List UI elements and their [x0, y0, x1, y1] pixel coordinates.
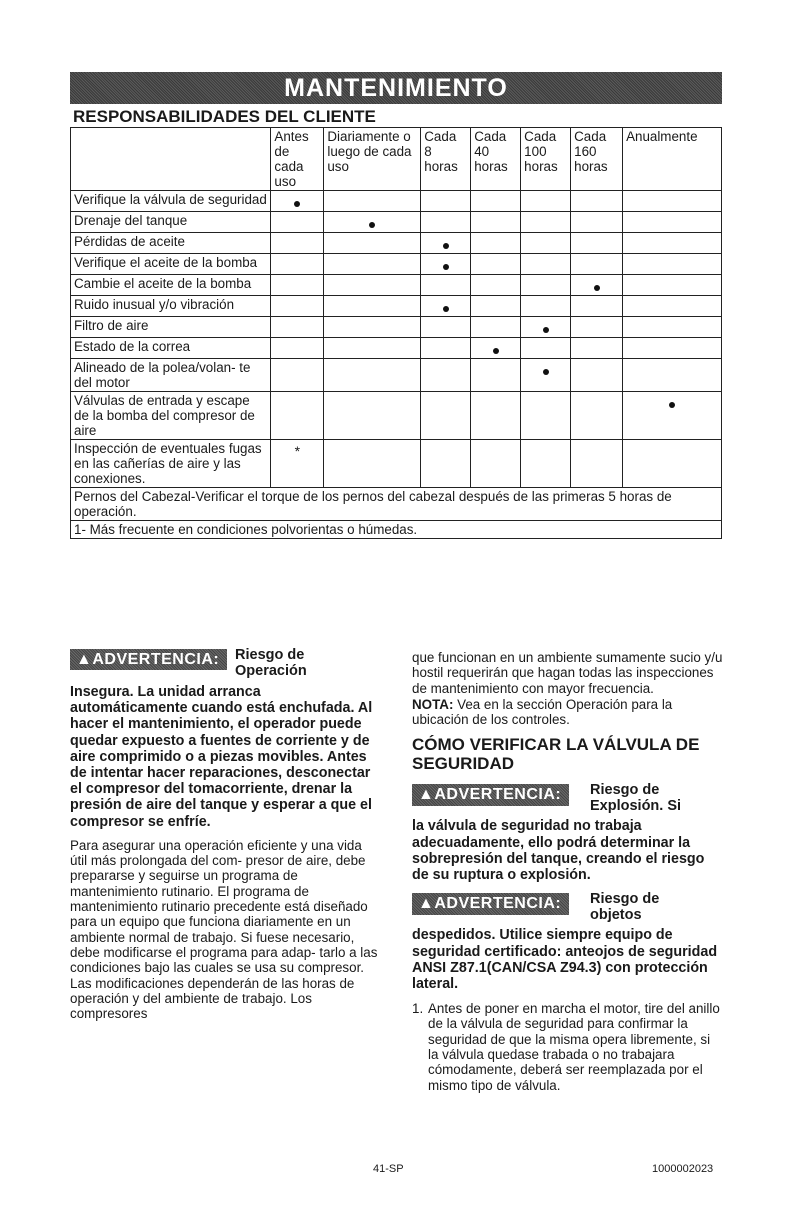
- schedule-cell: [471, 296, 521, 317]
- schedule-cell: [471, 440, 521, 488]
- step-text: Antes de poner en marcha el motor, tire del anillo de la válvula de seguridad para confirmar la seguridad de que la misma opera libremente, si la válvula quedase trabada o no trabajara cómodamente, deberá ser reemplazada por el mismo tipo de válvula.: [428, 1001, 720, 1093]
- schedule-cell: [271, 275, 324, 296]
- schedule-cell: [571, 440, 623, 488]
- schedule-cell: [623, 233, 722, 254]
- table-note-row: [71, 521, 722, 539]
- warning-badge: ▲ADVERTENCIA:: [70, 649, 227, 670]
- task-name: Estado de la correa: [71, 338, 271, 359]
- column-header: Antes de cada uso: [271, 128, 324, 191]
- schedule-cell: [571, 275, 623, 296]
- table-row: [71, 440, 722, 488]
- schedule-cell: [571, 191, 623, 212]
- schedule-cell: [271, 191, 324, 212]
- table-row: [71, 338, 722, 359]
- risk-line-2: objetos: [590, 907, 642, 924]
- task-name: Cambie el aceite de la bomba: [71, 275, 271, 296]
- task-name: Válvulas de entrada y escape de la bomba del compresor de aire: [71, 392, 271, 440]
- table-row: [71, 191, 722, 212]
- task-name: Drenaje del tanque: [71, 212, 271, 233]
- footnote-mark: *: [294, 443, 301, 459]
- schedule-cell: [471, 275, 521, 296]
- schedule-cell: [521, 359, 571, 392]
- page-number: 41-SP: [373, 1163, 404, 1175]
- schedule-cell: [271, 440, 324, 488]
- table-row: [71, 212, 722, 233]
- header-empty-cell: [71, 128, 271, 191]
- table-row: [71, 296, 722, 317]
- schedule-cell: [324, 233, 421, 254]
- schedule-cell: [571, 233, 623, 254]
- column-header: Diariamente o luego de cada uso: [324, 128, 421, 191]
- warning-triangle-icon: ▲: [418, 895, 435, 913]
- warning-triangle-icon: ▲: [76, 651, 93, 668]
- schedule-cell: [471, 254, 521, 275]
- schedule-cell: [471, 191, 521, 212]
- schedule-dot-icon: [669, 402, 675, 408]
- schedule-cell: [421, 212, 471, 233]
- schedule-dot-icon: [594, 285, 600, 291]
- task-name: Inspección de eventuales fugas en las cañerías de aire y las conexiones.: [71, 440, 271, 488]
- banner-title: MANTENIMIENTO: [284, 73, 508, 102]
- table-row: [71, 359, 722, 392]
- schedule-cell: [571, 317, 623, 338]
- schedule-cell: [623, 317, 722, 338]
- schedule-cell: [623, 191, 722, 212]
- schedule-cell: [571, 296, 623, 317]
- schedule-cell: [471, 338, 521, 359]
- warning-text: Insegura. La unidad arranca automáticamente cuando está enchufada. Al hacer el mantenimiento, el operador puede quedar expuesto a fuentes de corriente y de aire comprimido o a piezas movibles. Antes de intentar hacer reparaciones, desconectar el compresor del tomacorriente, drenar la presión de aire del tanque y esperar a que el compresor se enfríe.: [70, 684, 373, 830]
- schedule-cell: [271, 317, 324, 338]
- schedule-cell: [471, 212, 521, 233]
- schedule-cell: [324, 338, 421, 359]
- safety-valve-heading: CÓMO VERIFICAR LA VÁLVULA DE SEGURIDAD: [412, 735, 700, 774]
- table-row: [71, 275, 722, 296]
- task-name: Alineado de la polea/volan- te del motor: [71, 359, 271, 392]
- schedule-cell: [271, 359, 324, 392]
- schedule-cell: [421, 233, 471, 254]
- schedule-dot-icon: [294, 201, 300, 207]
- schedule-cell: [421, 254, 471, 275]
- note-paragraph: [412, 697, 724, 728]
- task-name: Ruido inusual y/o vibración: [71, 296, 271, 317]
- schedule-cell: [271, 338, 324, 359]
- column-header: Cada 160 horas: [571, 128, 623, 191]
- maintenance-table: [70, 127, 722, 539]
- step-number: 1.: [412, 1001, 424, 1017]
- table-note-row: [71, 488, 722, 521]
- warning-triangle-icon: ▲: [418, 786, 435, 804]
- note-label: NOTA:: [412, 696, 454, 712]
- schedule-cell: [521, 317, 571, 338]
- left-column: [70, 647, 382, 1021]
- section-banner: [70, 72, 722, 104]
- warning-text: la válvula de seguridad no trabaja adecuadamente, ello podrá determinar la sobrepresión del tanque, creando el riesgo de su ruptura o explosión.: [412, 818, 705, 884]
- schedule-cell: [521, 254, 571, 275]
- schedule-cell: [623, 212, 722, 233]
- schedule-dot-icon: [543, 327, 549, 333]
- schedule-cell: [623, 359, 722, 392]
- column-header: Cada 100 horas: [521, 128, 571, 191]
- schedule-cell: [421, 338, 471, 359]
- schedule-cell: [521, 275, 571, 296]
- schedule-cell: [623, 275, 722, 296]
- table-row: [71, 317, 722, 338]
- right-column: [412, 650, 724, 1093]
- schedule-cell: [271, 212, 324, 233]
- schedule-cell: [421, 317, 471, 338]
- schedule-cell: [623, 296, 722, 317]
- schedule-cell: [623, 254, 722, 275]
- warning-text: despedidos. Utilice siempre equipo de seguridad certificado: anteojos de seguridad ANSI Z87.1(CAN/CSA Z94.3) con protección lateral.: [412, 927, 718, 992]
- column-header: Anualmente: [623, 128, 722, 191]
- schedule-cell: [521, 440, 571, 488]
- risk-line-1: Riesgo de: [590, 891, 660, 908]
- schedule-cell: [324, 317, 421, 338]
- section-title: RESPONSABILIDADES DEL CLIENTE: [73, 107, 376, 126]
- task-name: Verifique la válvula de seguridad: [71, 191, 271, 212]
- table-note: Pernos del Cabezal-Verificar el torque de los pernos del cabezal después de las primeras 5 horas de operación.: [71, 488, 722, 521]
- schedule-cell: [471, 359, 521, 392]
- schedule-cell: [521, 296, 571, 317]
- schedule-dot-icon: [443, 306, 449, 312]
- schedule-cell: [271, 254, 324, 275]
- schedule-dot-icon: [443, 264, 449, 270]
- schedule-cell: [571, 359, 623, 392]
- note-text: Vea en la sección Operación para la ubicación de los controles.: [412, 696, 673, 728]
- table-note: 1- Más frecuente en condiciones polvorientas o húmedas.: [71, 521, 722, 539]
- task-name: Verifique el aceite de la bomba: [71, 254, 271, 275]
- table-header-row: [71, 128, 722, 191]
- schedule-cell: [324, 296, 421, 317]
- body-paragraph: Para asegurar una operación eficiente y una vida útil más prolongada del com- presor de aire, debe prepararse y seguirse un programa de mantenimiento rutinario. El programa de mantenimiento rutinario precedente está diseñado para un equipo que funciona diariamente en un ambiente normal de trabajo. Si fuese necesario, debe modificarse el programa para adap- tarlo a las condiciones bajo las cuales se usa su compresor. Las modificaciones dependerán de las horas de operación y del ambiente de trabajo. Los compresores: [70, 837, 378, 1022]
- schedule-cell: [571, 338, 623, 359]
- schedule-cell: [324, 359, 421, 392]
- schedule-dot-icon: [493, 348, 499, 354]
- schedule-cell: [271, 392, 324, 440]
- schedule-cell: [471, 392, 521, 440]
- step-1: [412, 1001, 724, 1093]
- task-name: Pérdidas de aceite: [71, 233, 271, 254]
- table-row: [71, 392, 722, 440]
- schedule-cell: [521, 392, 571, 440]
- schedule-cell: [571, 392, 623, 440]
- continued-paragraph: que funcionan en un ambiente sumamente sucio y/u hostil requerirán que hagan todas las inspecciones de mantenimiento con mayor frecuencia.: [412, 650, 723, 696]
- schedule-cell: [324, 212, 421, 233]
- schedule-cell: [421, 296, 471, 317]
- risk-line-2: Operación: [235, 663, 307, 679]
- schedule-cell: [571, 254, 623, 275]
- schedule-cell: [571, 212, 623, 233]
- schedule-dot-icon: [543, 369, 549, 375]
- schedule-cell: [271, 296, 324, 317]
- risk-line-2: Explosión. Si: [590, 798, 682, 815]
- schedule-cell: [421, 392, 471, 440]
- schedule-cell: [421, 440, 471, 488]
- schedule-cell: [521, 233, 571, 254]
- schedule-cell: [324, 440, 421, 488]
- schedule-cell: [421, 191, 471, 212]
- schedule-cell: [324, 392, 421, 440]
- schedule-cell: [324, 254, 421, 275]
- table-row: [71, 233, 722, 254]
- schedule-dot-icon: [369, 222, 375, 228]
- schedule-cell: [623, 338, 722, 359]
- task-name: Filtro de aire: [71, 317, 271, 338]
- risk-line-1: Riesgo de: [235, 647, 305, 663]
- schedule-dot-icon: [443, 243, 449, 249]
- schedule-cell: [623, 392, 722, 440]
- schedule-cell: [521, 191, 571, 212]
- column-header: Cada 40 horas: [471, 128, 521, 191]
- schedule-cell: [623, 440, 722, 488]
- schedule-cell: [324, 275, 421, 296]
- schedule-cell: [324, 191, 421, 212]
- schedule-cell: [271, 233, 324, 254]
- schedule-cell: [521, 212, 571, 233]
- schedule-cell: [521, 338, 571, 359]
- schedule-cell: [471, 317, 521, 338]
- warning-badge: ▲ADVERTENCIA:: [412, 893, 569, 914]
- table-row: [71, 254, 722, 275]
- schedule-cell: [421, 275, 471, 296]
- warning-badge: ▲ADVERTENCIA:: [412, 784, 569, 805]
- schedule-cell: [421, 359, 471, 392]
- document-code: 1000002023: [652, 1163, 714, 1175]
- schedule-cell: [471, 233, 521, 254]
- risk-line-1: Riesgo de: [590, 782, 660, 799]
- column-header: Cada 8 horas: [421, 128, 471, 191]
